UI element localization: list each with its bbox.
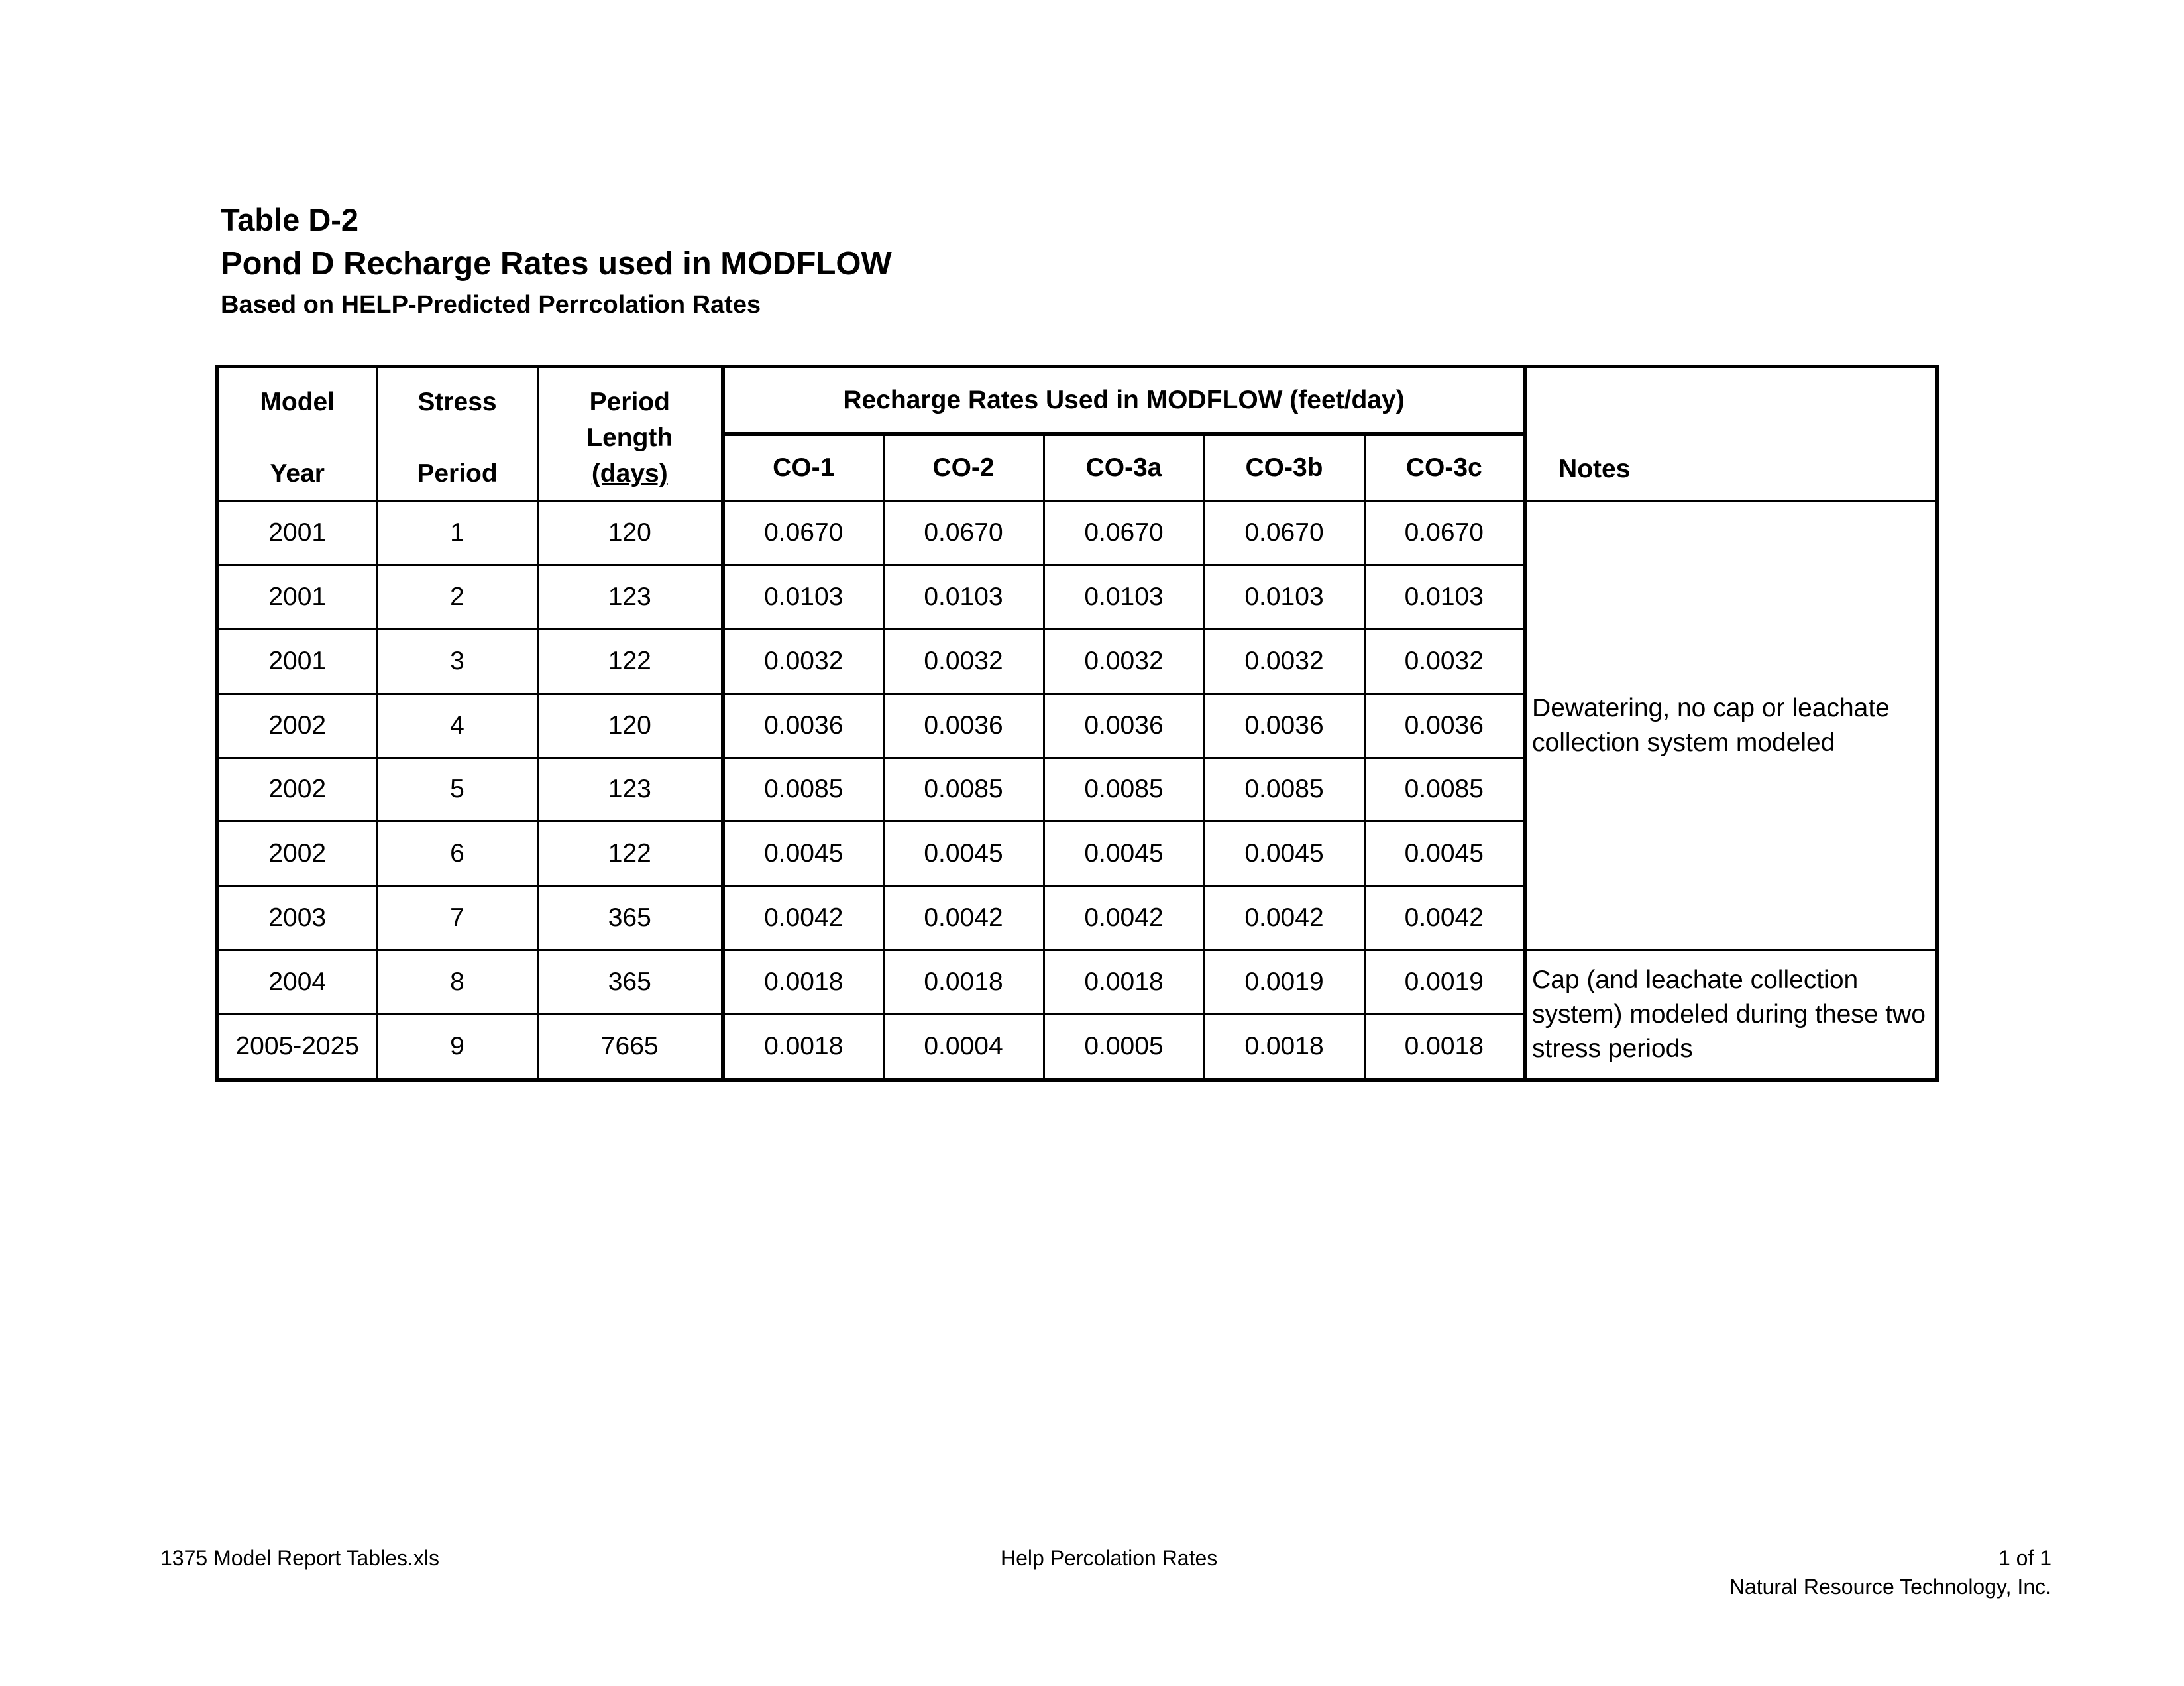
header-notes: Notes — [1525, 366, 1937, 501]
cell-period-length: 120 — [537, 501, 723, 565]
cell-notes-dewatering: Dewatering, no cap or leachate collection system modeled — [1525, 501, 1937, 950]
footer-sheet-name: Help Percolation Rates — [1001, 1546, 1218, 1570]
cell-co-1: 0.0036 — [723, 693, 883, 758]
table-row — [217, 501, 1937, 565]
cell-co-3b: 0.0670 — [1204, 501, 1364, 565]
cell-co-3b: 0.0032 — [1204, 629, 1364, 693]
cell-model-year: 2001 — [217, 629, 377, 693]
cell-co-2: 0.0103 — [883, 565, 1044, 629]
cell-co-1: 0.0670 — [723, 501, 883, 565]
cell-stress-period: 2 — [377, 565, 537, 629]
header-co-3a: CO-3a — [1044, 434, 1204, 501]
header-stress-period: Stress Period — [377, 366, 537, 501]
cell-co-1: 0.0045 — [723, 822, 883, 886]
cell-co-2: 0.0045 — [883, 822, 1044, 886]
table-body — [217, 501, 1937, 1080]
header-co-3c: CO-3c — [1364, 434, 1525, 501]
cell-stress-period: 7 — [377, 886, 537, 950]
cell-model-year: 2005-2025 — [217, 1015, 377, 1080]
cell-model-year: 2002 — [217, 693, 377, 758]
cell-co-1: 0.0018 — [723, 950, 883, 1015]
cell-stress-period: 6 — [377, 822, 537, 886]
cell-co-1: 0.0103 — [723, 565, 883, 629]
cell-period-length: 122 — [537, 629, 723, 693]
cell-co-3b: 0.0018 — [1204, 1015, 1364, 1080]
cell-model-year: 2003 — [217, 886, 377, 950]
cell-period-length: 123 — [537, 758, 723, 822]
cell-stress-period: 3 — [377, 629, 537, 693]
cell-model-year: 2004 — [217, 950, 377, 1015]
cell-period-length: 365 — [537, 886, 723, 950]
cell-co-2: 0.0085 — [883, 758, 1044, 822]
footer-file-name: 1375 Model Report Tables.xls — [160, 1546, 439, 1570]
cell-co-3c: 0.0085 — [1364, 758, 1525, 822]
cell-stress-period: 1 — [377, 501, 537, 565]
cell-model-year: 2001 — [217, 501, 377, 565]
header-co-2: CO-2 — [883, 434, 1044, 501]
cell-co-3b: 0.0036 — [1204, 693, 1364, 758]
cell-stress-period: 9 — [377, 1015, 537, 1080]
cell-notes-cap: Cap (and leachate collection system) modeled during these two stress periods — [1525, 950, 1937, 1080]
footer-page-number: 1 of 1 — [1998, 1546, 2051, 1570]
header-recharge-group: Recharge Rates Used in MODFLOW (feet/day) — [723, 366, 1525, 434]
cell-co-3c: 0.0018 — [1364, 1015, 1525, 1080]
cell-co-2: 0.0004 — [883, 1015, 1044, 1080]
cell-co-1: 0.0018 — [723, 1015, 883, 1080]
table-number: Table D-2 — [221, 202, 359, 237]
header-co-1: CO-1 — [723, 434, 883, 501]
cell-co-3b: 0.0085 — [1204, 758, 1364, 822]
cell-co-3a: 0.0670 — [1044, 501, 1204, 565]
cell-co-3a: 0.0042 — [1044, 886, 1204, 950]
cell-model-year: 2002 — [217, 822, 377, 886]
cell-co-3a: 0.0103 — [1044, 565, 1204, 629]
header-co-3b: CO-3b — [1204, 434, 1364, 501]
cell-co-3a: 0.0036 — [1044, 693, 1204, 758]
footer-company: Natural Resource Technology, Inc. — [1729, 1575, 2051, 1599]
table-subtitle: Based on HELP-Predicted Perrcolation Rates — [221, 291, 761, 319]
cell-co-3a: 0.0032 — [1044, 629, 1204, 693]
cell-co-2: 0.0032 — [883, 629, 1044, 693]
cell-co-3c: 0.0103 — [1364, 565, 1525, 629]
cell-co-2: 0.0036 — [883, 693, 1044, 758]
table-title: Pond D Recharge Rates used in MODFLOW — [221, 246, 892, 282]
cell-co-3c: 0.0036 — [1364, 693, 1525, 758]
title-block — [221, 199, 892, 323]
cell-model-year: 2002 — [217, 758, 377, 822]
cell-period-length: 122 — [537, 822, 723, 886]
cell-co-3c: 0.0019 — [1364, 950, 1525, 1015]
table-row — [217, 950, 1937, 1015]
cell-co-1: 0.0032 — [723, 629, 883, 693]
cell-co-3b: 0.0103 — [1204, 565, 1364, 629]
cell-co-3b: 0.0045 — [1204, 822, 1364, 886]
cell-co-3a: 0.0045 — [1044, 822, 1204, 886]
cell-co-3a: 0.0005 — [1044, 1015, 1204, 1080]
cell-co-2: 0.0670 — [883, 501, 1044, 565]
cell-co-3c: 0.0042 — [1364, 886, 1525, 950]
cell-period-length: 123 — [537, 565, 723, 629]
cell-period-length: 120 — [537, 693, 723, 758]
cell-period-length: 7665 — [537, 1015, 723, 1080]
cell-co-3a: 0.0085 — [1044, 758, 1204, 822]
cell-co-3c: 0.0045 — [1364, 822, 1525, 886]
cell-co-3c: 0.0032 — [1364, 629, 1525, 693]
cell-co-1: 0.0042 — [723, 886, 883, 950]
cell-stress-period: 8 — [377, 950, 537, 1015]
cell-co-2: 0.0018 — [883, 950, 1044, 1015]
recharge-rates-table — [215, 365, 1939, 1082]
cell-co-1: 0.0085 — [723, 758, 883, 822]
cell-stress-period: 5 — [377, 758, 537, 822]
header-model-year: Model Year — [217, 366, 377, 501]
cell-co-3c: 0.0670 — [1364, 501, 1525, 565]
cell-model-year: 2001 — [217, 565, 377, 629]
cell-co-3b: 0.0042 — [1204, 886, 1364, 950]
header-period-length: Period Length (days) — [537, 366, 723, 501]
cell-period-length: 365 — [537, 950, 723, 1015]
cell-co-3b: 0.0019 — [1204, 950, 1364, 1015]
cell-co-2: 0.0042 — [883, 886, 1044, 950]
cell-co-3a: 0.0018 — [1044, 950, 1204, 1015]
cell-stress-period: 4 — [377, 693, 537, 758]
